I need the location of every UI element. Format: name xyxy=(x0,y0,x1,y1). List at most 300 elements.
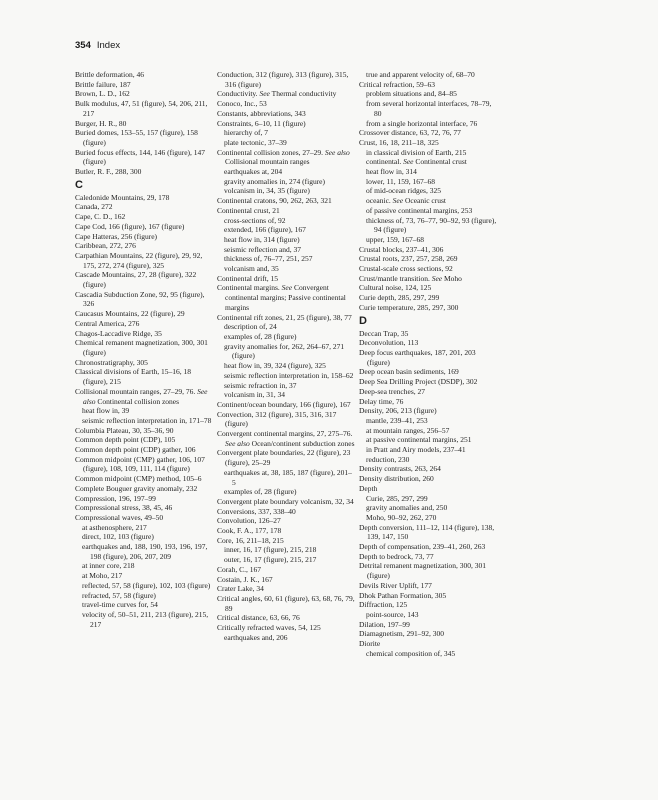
index-entry-line xyxy=(75,484,213,494)
index-subentry xyxy=(75,532,213,542)
index-entry-text: volcanism and, 35 xyxy=(224,264,279,274)
index-entry-text: Cascadia Subduction Zone, 92, 95 (figure), 326 xyxy=(75,289,205,309)
index-entry xyxy=(359,474,497,484)
index-entry xyxy=(75,358,213,368)
index-entry-line xyxy=(75,494,213,504)
index-entry-text: chemical composition of, 345 xyxy=(366,648,456,658)
see-reference-label: See xyxy=(403,157,414,167)
index-entry xyxy=(75,484,213,494)
index-entry-line xyxy=(359,338,497,348)
index-entry xyxy=(359,80,497,129)
index-entry-line xyxy=(217,584,355,594)
index-entry-text: Convergent plate boundaries, 22 (figure), 23 (figure), 25–29 xyxy=(217,448,351,468)
index-entry xyxy=(359,464,497,474)
index-subentry xyxy=(75,600,213,610)
index-entry-text: earthquakes and, 188, 190, 193, 196, 197, 198 (figure), 206, 207, 209 xyxy=(82,542,208,561)
index-entry-text: Convergent continental margins, 27, 275–76. xyxy=(217,429,353,439)
index-entry xyxy=(217,594,355,613)
index-entry-line xyxy=(217,313,355,323)
index-entry xyxy=(359,600,497,619)
index-entry-line xyxy=(75,202,213,212)
index-subentry xyxy=(217,555,355,565)
index-entry-line xyxy=(75,329,213,339)
index-subentry xyxy=(75,571,213,581)
index-entry-line xyxy=(75,435,213,445)
index-entry-line xyxy=(75,290,213,309)
index-entry xyxy=(359,293,497,303)
index-entry-line xyxy=(217,148,355,167)
index-subentry xyxy=(217,332,355,342)
index-entry-text: Depth conversion, 111–12, 114 (figure), 138, 139, 147, 150 xyxy=(359,522,495,542)
index-entry-line xyxy=(217,99,355,109)
index-entry-line xyxy=(359,464,497,474)
index-entry xyxy=(75,426,213,436)
index-entry xyxy=(75,445,213,455)
index-subentry xyxy=(359,216,497,235)
index-entry xyxy=(75,119,213,129)
index-entry-line xyxy=(359,552,497,562)
index-subentry xyxy=(217,177,355,187)
index-entry xyxy=(75,232,213,242)
index-entry-text: Compression, 196, 197–99 xyxy=(75,493,156,503)
index-entry xyxy=(359,552,497,562)
index-subentry xyxy=(75,561,213,571)
index-entry-text: Continental rift zones, 21, 25 (figure), 38, 77 xyxy=(217,312,352,322)
section-letter: D xyxy=(359,314,367,327)
index-subentry xyxy=(359,186,497,196)
index-entry-line xyxy=(75,445,213,455)
index-entry-line xyxy=(359,274,497,284)
index-entry-line xyxy=(75,270,213,289)
index-entry-line xyxy=(359,80,497,90)
index-entry-line xyxy=(217,410,355,429)
index-entry-text: heat flow in, 39, 324 (figure), 325 xyxy=(224,361,326,371)
index-entry-line xyxy=(359,484,497,494)
index-entry-text: Detrital remanent magnetization, 300, 301 (figure) xyxy=(359,561,487,581)
index-entry-text: earthquakes and, 206 xyxy=(224,632,288,642)
index-entry-text: Crater Lake, 34 xyxy=(217,584,264,594)
index-entry-text: Cape, C. D., 162 xyxy=(75,212,126,222)
see-reference-label: See xyxy=(281,283,293,293)
index-entry xyxy=(75,167,213,177)
index-subentry xyxy=(359,435,497,445)
index-entry-text: Cape Hatteras, 256 (figure) xyxy=(75,231,158,241)
index-entry-text: earthquakes at, 38, 185, 187 (figure), 201–5 xyxy=(224,467,352,487)
index-entry xyxy=(75,367,213,386)
index-entry-text: Convection, 312 (figure), 315, 316, 317 (figure) xyxy=(217,409,337,429)
index-subentry xyxy=(359,610,497,620)
index-entry xyxy=(75,329,213,339)
index-entry-line xyxy=(359,620,497,630)
index-entry-text: at asthenosphere, 217 xyxy=(82,522,147,532)
index-entry-text: oceanic. xyxy=(366,196,391,206)
index-entry-line xyxy=(75,358,213,368)
index-entry-line xyxy=(217,575,355,585)
index-subentry xyxy=(217,322,355,332)
index-entry-text: Brittle deformation, 46 xyxy=(75,70,144,79)
index-entry-text: Critical distance, 63, 66, 76 xyxy=(217,613,300,623)
index-subentry xyxy=(359,119,497,129)
index-entry-line xyxy=(75,241,213,251)
index-subentry xyxy=(217,381,355,391)
index-entry-text: Deep Sea Drilling Project (DSDP), 302 xyxy=(359,377,478,387)
index-entry xyxy=(217,410,355,429)
index-entry-text: Curie temperature, 285, 297, 300 xyxy=(359,302,459,312)
index-entry-text: travel-time curves for, 54 xyxy=(82,600,158,610)
index-entry-text: at mountain ranges, 256–57 xyxy=(366,425,450,435)
index-entry xyxy=(359,377,497,387)
index-entry-line xyxy=(359,397,497,407)
index-subentry xyxy=(217,264,355,274)
index-entry-text: Depth xyxy=(359,483,378,493)
index-entry-line xyxy=(75,251,213,270)
index-subentry xyxy=(217,186,355,196)
index-entry-line xyxy=(217,400,355,410)
index-entry-text: in Pratt and Airy models, 237–41 xyxy=(366,445,466,455)
index-entry-text: seismic reflection and, 37 xyxy=(224,244,302,254)
index-entry-text: Cascade Mountains, 27, 28 (figure), 322 (figure) xyxy=(75,270,197,290)
index-entry-text: Density distribution, 260 xyxy=(359,474,434,484)
index-entry-text: Conoco, Inc., 53 xyxy=(217,99,267,109)
index-subentry xyxy=(217,390,355,400)
index-entry-text: Cape Cod, 166 (figure), 167 (figure) xyxy=(75,221,185,231)
index-subentry xyxy=(75,591,213,601)
index-entry-line xyxy=(217,119,355,129)
index-entry-line xyxy=(217,594,355,613)
index-subentry xyxy=(217,361,355,371)
index-entry-line xyxy=(75,426,213,436)
index-entry xyxy=(359,406,497,464)
index-entry xyxy=(75,202,213,212)
index-entry-text: Continent/ocean boundary, 166 (figure), 167 xyxy=(217,399,351,409)
index-entry-line xyxy=(359,367,497,377)
index-entry-line xyxy=(217,516,355,526)
index-entry-line xyxy=(359,348,497,367)
index-entry-text: upper, 159, 167–68 xyxy=(366,234,425,244)
index-entry xyxy=(75,89,213,99)
index-entry xyxy=(359,397,497,407)
index-entry xyxy=(75,513,213,629)
index-entry-text: Crustal-scale cross sections, 92 xyxy=(359,264,453,274)
index-entry-text: Costain, J. K., 167 xyxy=(217,574,273,584)
index-entry xyxy=(359,348,497,367)
index-subentry xyxy=(359,416,497,426)
index-entry-text: Common midpoint (CMP) gather, 106, 107 (figure), 108, 109, 111, 114 (figure) xyxy=(75,454,205,474)
index-subentry xyxy=(359,99,497,118)
index-entry-text: earthquakes at, 204 xyxy=(224,167,283,177)
index-entry xyxy=(217,507,355,517)
index-entry xyxy=(359,581,497,591)
index-entry-line xyxy=(359,474,497,484)
index-entry-text: refracted, 57, 58 (figure) xyxy=(82,590,156,600)
index-entry-line xyxy=(75,387,213,406)
index-entry xyxy=(217,119,355,148)
index-entry-text: seismic reflection interpretation in, 158–62 xyxy=(224,370,354,380)
index-entry-text: Devils River Uplift, 177 xyxy=(359,580,432,590)
index-entry-text: Diamagnetism, 291–92, 300 xyxy=(359,629,444,639)
index-entry xyxy=(359,542,497,552)
index-column xyxy=(75,70,213,629)
index-entry-text: problem situations and, 84–85 xyxy=(366,89,457,99)
see-reference-label: See also xyxy=(83,386,208,406)
index-entry xyxy=(359,329,497,339)
index-entry-text: Caledonide Mountains, 29, 178 xyxy=(75,192,170,202)
index-entry-text: Crustal roots, 237, 257, 258, 269 xyxy=(359,254,458,264)
see-reference-label: See xyxy=(259,89,270,99)
index-entry-line xyxy=(359,581,497,591)
index-entry-text: in classical division of Earth, 215 xyxy=(366,147,467,157)
index-entry-text: Curie depth, 285, 297, 299 xyxy=(359,293,440,303)
index-subentry xyxy=(359,196,497,206)
index-entry-line xyxy=(359,303,497,313)
index-entry-line xyxy=(359,561,497,580)
index-entry xyxy=(75,503,213,513)
index-entry-text: Compressional stress, 38, 45, 46 xyxy=(75,503,173,513)
index-entry-line xyxy=(359,329,497,339)
see-reference-label: See also xyxy=(324,147,350,157)
index-entry xyxy=(217,448,355,497)
index-entry xyxy=(217,575,355,585)
index-entry-line xyxy=(359,283,497,293)
index-entry-text: Collisional mountain ranges, 27–29, 76. xyxy=(75,386,196,396)
index-entry-text: of passive continental margins, 253 xyxy=(366,205,473,215)
cross-reference-target: Ocean/continent subduction zones xyxy=(251,438,355,448)
index-entry-line xyxy=(359,245,497,255)
index-entry-text: Caucasus Mountains, 22 (figure), 29 xyxy=(75,309,185,319)
index-entry xyxy=(75,128,213,147)
index-entry-text: point-source, 143 xyxy=(366,609,419,619)
index-entry-line xyxy=(75,70,213,80)
index-entry-line xyxy=(217,274,355,284)
index-entry xyxy=(359,283,497,293)
index-entry-text: Continental crust, 21 xyxy=(217,205,280,215)
index-entry-text: Core, 16, 211–18, 215 xyxy=(217,535,284,545)
index-subentry xyxy=(359,503,497,513)
index-entry-text: outer, 16, 17 (figure), 215, 217 xyxy=(224,555,317,565)
index-subentry xyxy=(359,494,497,504)
index-subentry xyxy=(359,513,497,523)
cross-reference-target: Moho xyxy=(444,273,462,283)
index-subentry xyxy=(359,426,497,436)
index-entry xyxy=(217,536,355,565)
index-entry xyxy=(75,251,213,270)
index-entry-text: Central America, 276 xyxy=(75,318,140,328)
index-entry-text: Crust/mantle transition. xyxy=(359,273,430,283)
index-subentry xyxy=(75,542,213,561)
index-entry-text: Density contrasts, 263, 264 xyxy=(359,464,441,474)
index-entry-text: examples of, 28 (figure) xyxy=(224,331,297,341)
index-entry-text: Critically refracted waves, 54, 125 xyxy=(217,623,321,633)
index-entry xyxy=(217,623,355,642)
index-entry-text: description of, 24 xyxy=(224,322,277,332)
index-entry-text: Depth of compensation, 239–41, 260, 263 xyxy=(359,542,486,552)
index-entry xyxy=(75,290,213,309)
index-entry xyxy=(359,591,497,601)
index-entry-text: gravity anomalies and, 250 xyxy=(366,503,448,513)
index-subentry xyxy=(359,157,497,167)
index-entry-line xyxy=(75,232,213,242)
index-entry xyxy=(217,206,355,274)
index-entry-text: Common depth point (CDP) gather, 106 xyxy=(75,445,196,455)
index-entry-text: Deconvolution, 113 xyxy=(359,338,419,348)
index-entry-text: heat flow in, 39 xyxy=(82,406,130,416)
index-entry-text: Carpathian Mountains, 22 (figure), 29, 92, 175, 272, 274 (figure), 325 xyxy=(75,250,203,270)
index-entry-line xyxy=(217,536,355,546)
index-entry xyxy=(217,516,355,526)
section-letter: C xyxy=(75,178,83,191)
index-subentry xyxy=(359,235,497,245)
index-entry-text: inner, 16, 17 (figure), 215, 218 xyxy=(224,545,317,555)
index-entry-text: direct, 102, 103 (figure) xyxy=(82,532,154,542)
index-entry-line xyxy=(75,309,213,319)
index-entry xyxy=(75,455,213,474)
index-entry-text: Continental margins. xyxy=(217,283,280,293)
index-entry xyxy=(217,613,355,623)
index-entry-text: Diffraction, 125 xyxy=(359,600,408,610)
index-subentry xyxy=(217,342,355,361)
index-entry xyxy=(75,338,213,357)
page-number: 354 xyxy=(75,40,91,51)
index-subentry xyxy=(217,128,355,138)
index-entry xyxy=(359,338,497,348)
index-entry-text: Brown, L. D., 162 xyxy=(75,89,130,99)
index-subentry xyxy=(217,468,355,487)
index-entry-text: hierarchy of, 7 xyxy=(224,128,268,138)
index-subentry xyxy=(359,177,497,187)
index-subentry xyxy=(359,70,497,80)
index-entry-line xyxy=(75,167,213,177)
index-entry-text: Depth to bedrock, 73, 77 xyxy=(359,551,434,561)
index-subentry xyxy=(217,254,355,264)
index-entry-line xyxy=(359,542,497,552)
index-entry-text: from several horizontal interfaces, 78–79, 80 xyxy=(366,99,492,118)
index-entry-line xyxy=(217,613,355,623)
index-entry-text: Deep focus earthquakes, 187, 201, 203 (figure) xyxy=(359,347,476,367)
index-subentry xyxy=(359,445,497,455)
index-entry-text: gravity anomalies in, 274 (figure) xyxy=(224,176,326,186)
index-subentry xyxy=(359,89,497,99)
index-entry-text: reflected, 57, 58 (figure), 102, 103 (figure) xyxy=(82,580,211,590)
index-entry-line xyxy=(75,513,213,523)
index-subentry xyxy=(217,216,355,226)
index-entry xyxy=(359,367,497,377)
index-entry-line xyxy=(359,639,497,649)
index-entry-text: Constants, abbreviations, 343 xyxy=(217,108,306,118)
index-entry-text: Curie, 285, 297, 299 xyxy=(366,493,428,503)
index-entry xyxy=(75,70,213,80)
index-entry xyxy=(75,80,213,90)
index-entry-text: Crossover distance, 63, 72, 76, 77 xyxy=(359,128,461,138)
index-entry xyxy=(217,148,355,197)
index-subentry xyxy=(75,406,213,416)
index-entry-text: at inner core, 218 xyxy=(82,561,135,571)
index-entry-line xyxy=(75,119,213,129)
cross-reference-target: Oceanic crust xyxy=(404,196,446,206)
index-subentry xyxy=(359,455,497,465)
index-entry-text: extended, 166 (figure), 167 xyxy=(224,225,306,235)
index-entry-text: Canada, 272 xyxy=(75,202,113,212)
index-entry-text: at passive continental margins, 251 xyxy=(366,435,472,445)
index-entry-line xyxy=(217,89,355,99)
index-entry-text: continental. xyxy=(366,157,402,167)
index-entry xyxy=(217,89,355,99)
cross-reference-target: Thermal conductivity xyxy=(271,89,337,99)
index-entry-line xyxy=(75,128,213,147)
index-entry-text: Corah, C., 167 xyxy=(217,564,261,574)
index-entry-line xyxy=(359,600,497,610)
see-reference-label: See also xyxy=(225,438,250,448)
index-column xyxy=(217,70,355,642)
index-entry-line xyxy=(75,338,213,357)
index-entry-text: Dilation, 197–99 xyxy=(359,619,410,629)
index-entry-text: Conversions, 337, 338–40 xyxy=(217,506,296,516)
index-entry-line xyxy=(217,565,355,575)
index-entry-text: mantle, 239–41, 253 xyxy=(366,415,428,425)
index-entry-text: Delay time, 76 xyxy=(359,396,404,406)
index-entry-line xyxy=(217,70,355,89)
cross-reference-target: Collisional mountain ranges xyxy=(225,157,310,167)
index-entry-text: gravity anomalies for, 262, 264–67, 271 (figure) xyxy=(224,341,345,361)
cross-reference-target: Convergent continental margins; Passive continental margins xyxy=(225,283,346,312)
index-entry-line xyxy=(75,367,213,386)
index-entry-text: true and apparent velocity of, 68–70 xyxy=(366,70,475,79)
index-entry-line xyxy=(217,526,355,536)
index-entry xyxy=(75,212,213,222)
index-entry-line xyxy=(75,193,213,203)
index-entry-line xyxy=(75,80,213,90)
index-subentry xyxy=(359,206,497,216)
index-subentry xyxy=(217,167,355,177)
index-entry xyxy=(75,99,213,118)
index-entry-line xyxy=(359,128,497,138)
index-entry-line xyxy=(359,138,497,148)
index-entry xyxy=(359,620,497,630)
index-subentry xyxy=(359,167,497,177)
index-entry-line xyxy=(359,264,497,274)
index-entry-line xyxy=(75,319,213,329)
index-subentry xyxy=(75,610,213,629)
index-entry xyxy=(75,474,213,484)
index-entry-line xyxy=(217,196,355,206)
index-entry-text: volcanism in, 34, 35 (figure) xyxy=(224,186,310,196)
index-subentry xyxy=(359,649,497,659)
index-subentry xyxy=(75,416,213,426)
index-entry-text: velocity of, 50–51, 211, 213 (figure), 215, 217 xyxy=(82,609,209,629)
index-entry-text: of mid-ocean ridges, 325 xyxy=(366,186,441,196)
index-entry-line xyxy=(217,497,355,507)
index-subentry xyxy=(217,545,355,555)
index-entry xyxy=(217,196,355,206)
index-entry-text: Convergent plate boundary volcanism, 32, 34 xyxy=(217,496,354,506)
index-entry-text: Continental collision zones, 27–29. xyxy=(217,147,324,157)
index-entry-line xyxy=(359,377,497,387)
index-entry xyxy=(359,128,497,138)
index-entry xyxy=(75,270,213,289)
index-entry-text: Bulk modulus, 47, 51 (figure), 54, 206, 211, 217 xyxy=(75,99,208,118)
index-entry-text: seismic reflection interpretation in, 171–78 xyxy=(82,415,212,425)
cross-reference-target: Continental crust xyxy=(415,157,467,167)
index-entry-line xyxy=(217,448,355,467)
index-entry-text: Common depth point (CDP), 105 xyxy=(75,435,176,445)
index-entry xyxy=(217,400,355,410)
index-subentry xyxy=(217,487,355,497)
cross-reference-target: Continental collision zones xyxy=(97,396,180,406)
index-entry-text: Chemical remanent magnetization, 300, 301 (figure) xyxy=(75,338,208,357)
index-entry-line xyxy=(75,148,213,167)
index-entry xyxy=(359,70,497,80)
index-entry-text: Compressional waves, 49–50 xyxy=(75,512,164,522)
index-entry-line xyxy=(359,591,497,601)
